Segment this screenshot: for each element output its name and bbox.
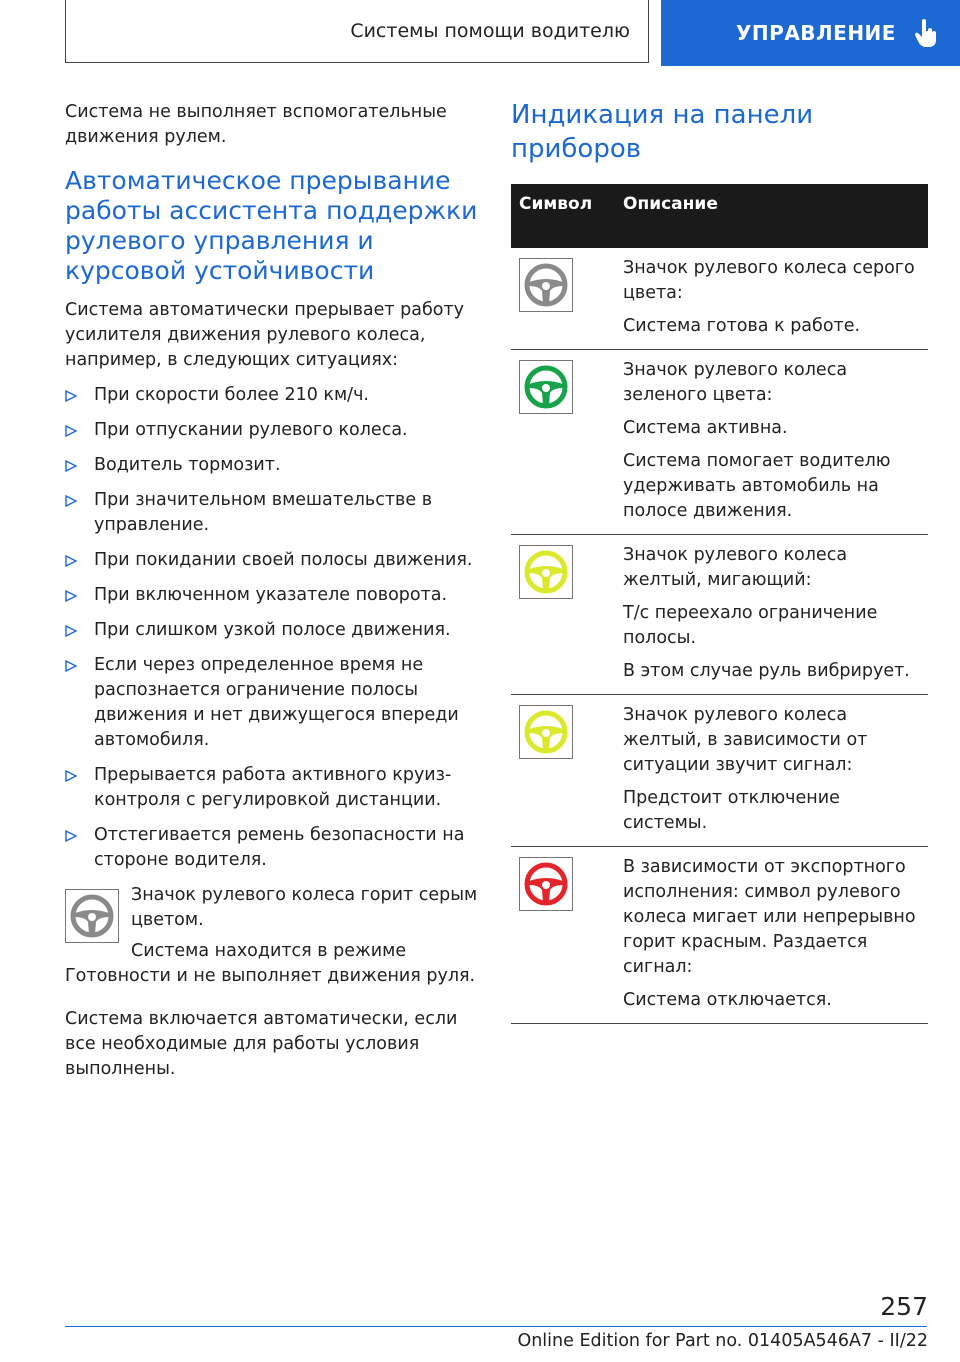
list-item <box>65 548 483 573</box>
chapter-title: УПРАВЛЕНИЕ <box>736 21 896 45</box>
list-item <box>65 383 483 408</box>
description-line: Значок рулевого колеса желтый, в зависимости от ситуации звучит сигнал: <box>623 705 868 775</box>
list-item-text: Водитель тормозит. <box>94 455 281 475</box>
note-line-2: Система находится в режиме Готовности и не выполняет движения руля. <box>65 941 476 986</box>
steering-wheel-red-icon <box>519 857 573 911</box>
list-item <box>65 823 483 873</box>
symbol-cell <box>511 350 607 535</box>
col-desc-header: Описание <box>607 184 928 248</box>
symbol-cell <box>511 847 607 1024</box>
list-item-text: При покидании своей полосы движения. <box>94 550 473 570</box>
triangle-bullet-icon <box>65 830 77 842</box>
triangle-bullet-icon <box>65 555 77 567</box>
left-column <box>65 100 483 1098</box>
note-block <box>65 883 483 989</box>
triangle-bullet-icon <box>65 495 77 507</box>
description-line: Значок рулевого колеса серого цвета: <box>623 258 915 303</box>
triangle-bullet-icon <box>65 625 77 637</box>
table-row <box>511 847 928 1024</box>
list-item-text: Прерывается работа активного круиз-контроля с регулировкой дистанции. <box>94 765 452 810</box>
outro-text: Система включается автоматически, если все необходимые для работы условия выполнены. <box>65 1009 458 1079</box>
list-item <box>65 488 483 538</box>
list-item <box>65 453 483 478</box>
list-item <box>65 763 483 813</box>
steering-wheel-grey-icon <box>519 258 573 312</box>
list-item-text: При отпускании рулевого колеса. <box>94 420 408 440</box>
list-item-text: При значительном вмешательстве в управление. <box>94 490 433 535</box>
table-header-row <box>511 184 928 248</box>
description-cell <box>607 695 928 847</box>
page-number: 257 <box>880 1292 928 1321</box>
steering-wheel-grey-icon <box>65 889 119 943</box>
description-line: Система готова к работе. <box>623 316 861 336</box>
triangle-bullet-icon <box>65 460 77 472</box>
symbol-cell <box>511 535 607 695</box>
bullet-list <box>65 383 483 873</box>
description-line: В этом случае руль вибрирует. <box>623 661 910 681</box>
table-row <box>511 350 928 535</box>
chapter-tab[interactable] <box>661 0 960 66</box>
description-cell <box>607 350 928 535</box>
description-cell <box>607 248 928 350</box>
triangle-bullet-icon <box>65 590 77 602</box>
footer-divider <box>65 1326 927 1327</box>
steering-wheel-yellow-icon <box>519 545 573 599</box>
description-cell <box>607 535 928 695</box>
list-item <box>65 653 483 753</box>
list-item <box>65 618 483 643</box>
steering-wheel-yellow-icon <box>519 705 573 759</box>
symbol-cell <box>511 695 607 847</box>
intro-text: Система не выполняет вспомогательные движения рулем. <box>65 102 447 147</box>
right-column <box>511 98 928 1024</box>
description-line: Значок рулевого колеса зеленого цвета: <box>623 360 848 405</box>
list-item-text: Если через определенное время не распознается ограничение полосы движения и нет движущегося впереди автомобиля. <box>94 655 459 750</box>
description-line: Система активна. <box>623 418 788 438</box>
lead-text: Система автоматически прерывает работу усилителя движения рулевого колеса, например, в следующих ситуациях: <box>65 300 465 370</box>
description-line: Т/с переехало ограничение полосы. <box>623 603 878 648</box>
steering-wheel-green-icon <box>519 360 573 414</box>
description-line: Предстоит отключение системы. <box>623 788 840 833</box>
list-item-text: При слишком узкой полосе движения. <box>94 620 451 640</box>
section-heading: Автоматическое прерывание работы ассистента поддержки рулевого управления и курсовой устойчивости <box>65 166 478 285</box>
table-row <box>511 248 928 350</box>
triangle-bullet-icon <box>65 770 77 782</box>
col-symbol-header: Символ <box>511 184 607 248</box>
table-row <box>511 535 928 695</box>
description-cell <box>607 847 928 1024</box>
note-line-1: Значок рулевого колеса горит серым цветом. <box>131 885 478 930</box>
description-line: Система отключается. <box>623 990 832 1010</box>
list-item <box>65 583 483 608</box>
description-line: Система помогает водителю удерживать автомобиль на полосе движения. <box>623 451 891 521</box>
indicator-table <box>511 184 928 1024</box>
list-item <box>65 418 483 443</box>
list-item-text: При скорости более 210 км/ч. <box>94 385 369 405</box>
triangle-bullet-icon <box>65 425 77 437</box>
edition-text: Online Edition for Part no. 01405A546A7 - II/22 <box>517 1331 928 1351</box>
triangle-bullet-icon <box>65 390 77 402</box>
section-title: Системы помощи водителю <box>350 20 630 42</box>
triangle-bullet-icon <box>65 660 77 672</box>
section-header <box>65 0 649 63</box>
description-line: В зависимости от экспортного исполнения: символ рулевого колеса мигает или непрерывно горит красным. Раздается сигнал: <box>623 857 916 977</box>
list-item-text: Отстегивается ремень безопасности на стороне водителя. <box>94 825 465 870</box>
table-row <box>511 695 928 847</box>
list-item-text: При включенном указателе поворота. <box>94 585 448 605</box>
symbol-cell <box>511 248 607 350</box>
indicator-heading: Индикация на панели приборов <box>511 100 814 164</box>
hand-pointer-icon <box>914 18 940 48</box>
description-line: Значок рулевого колеса желтый, мигающий: <box>623 545 848 590</box>
